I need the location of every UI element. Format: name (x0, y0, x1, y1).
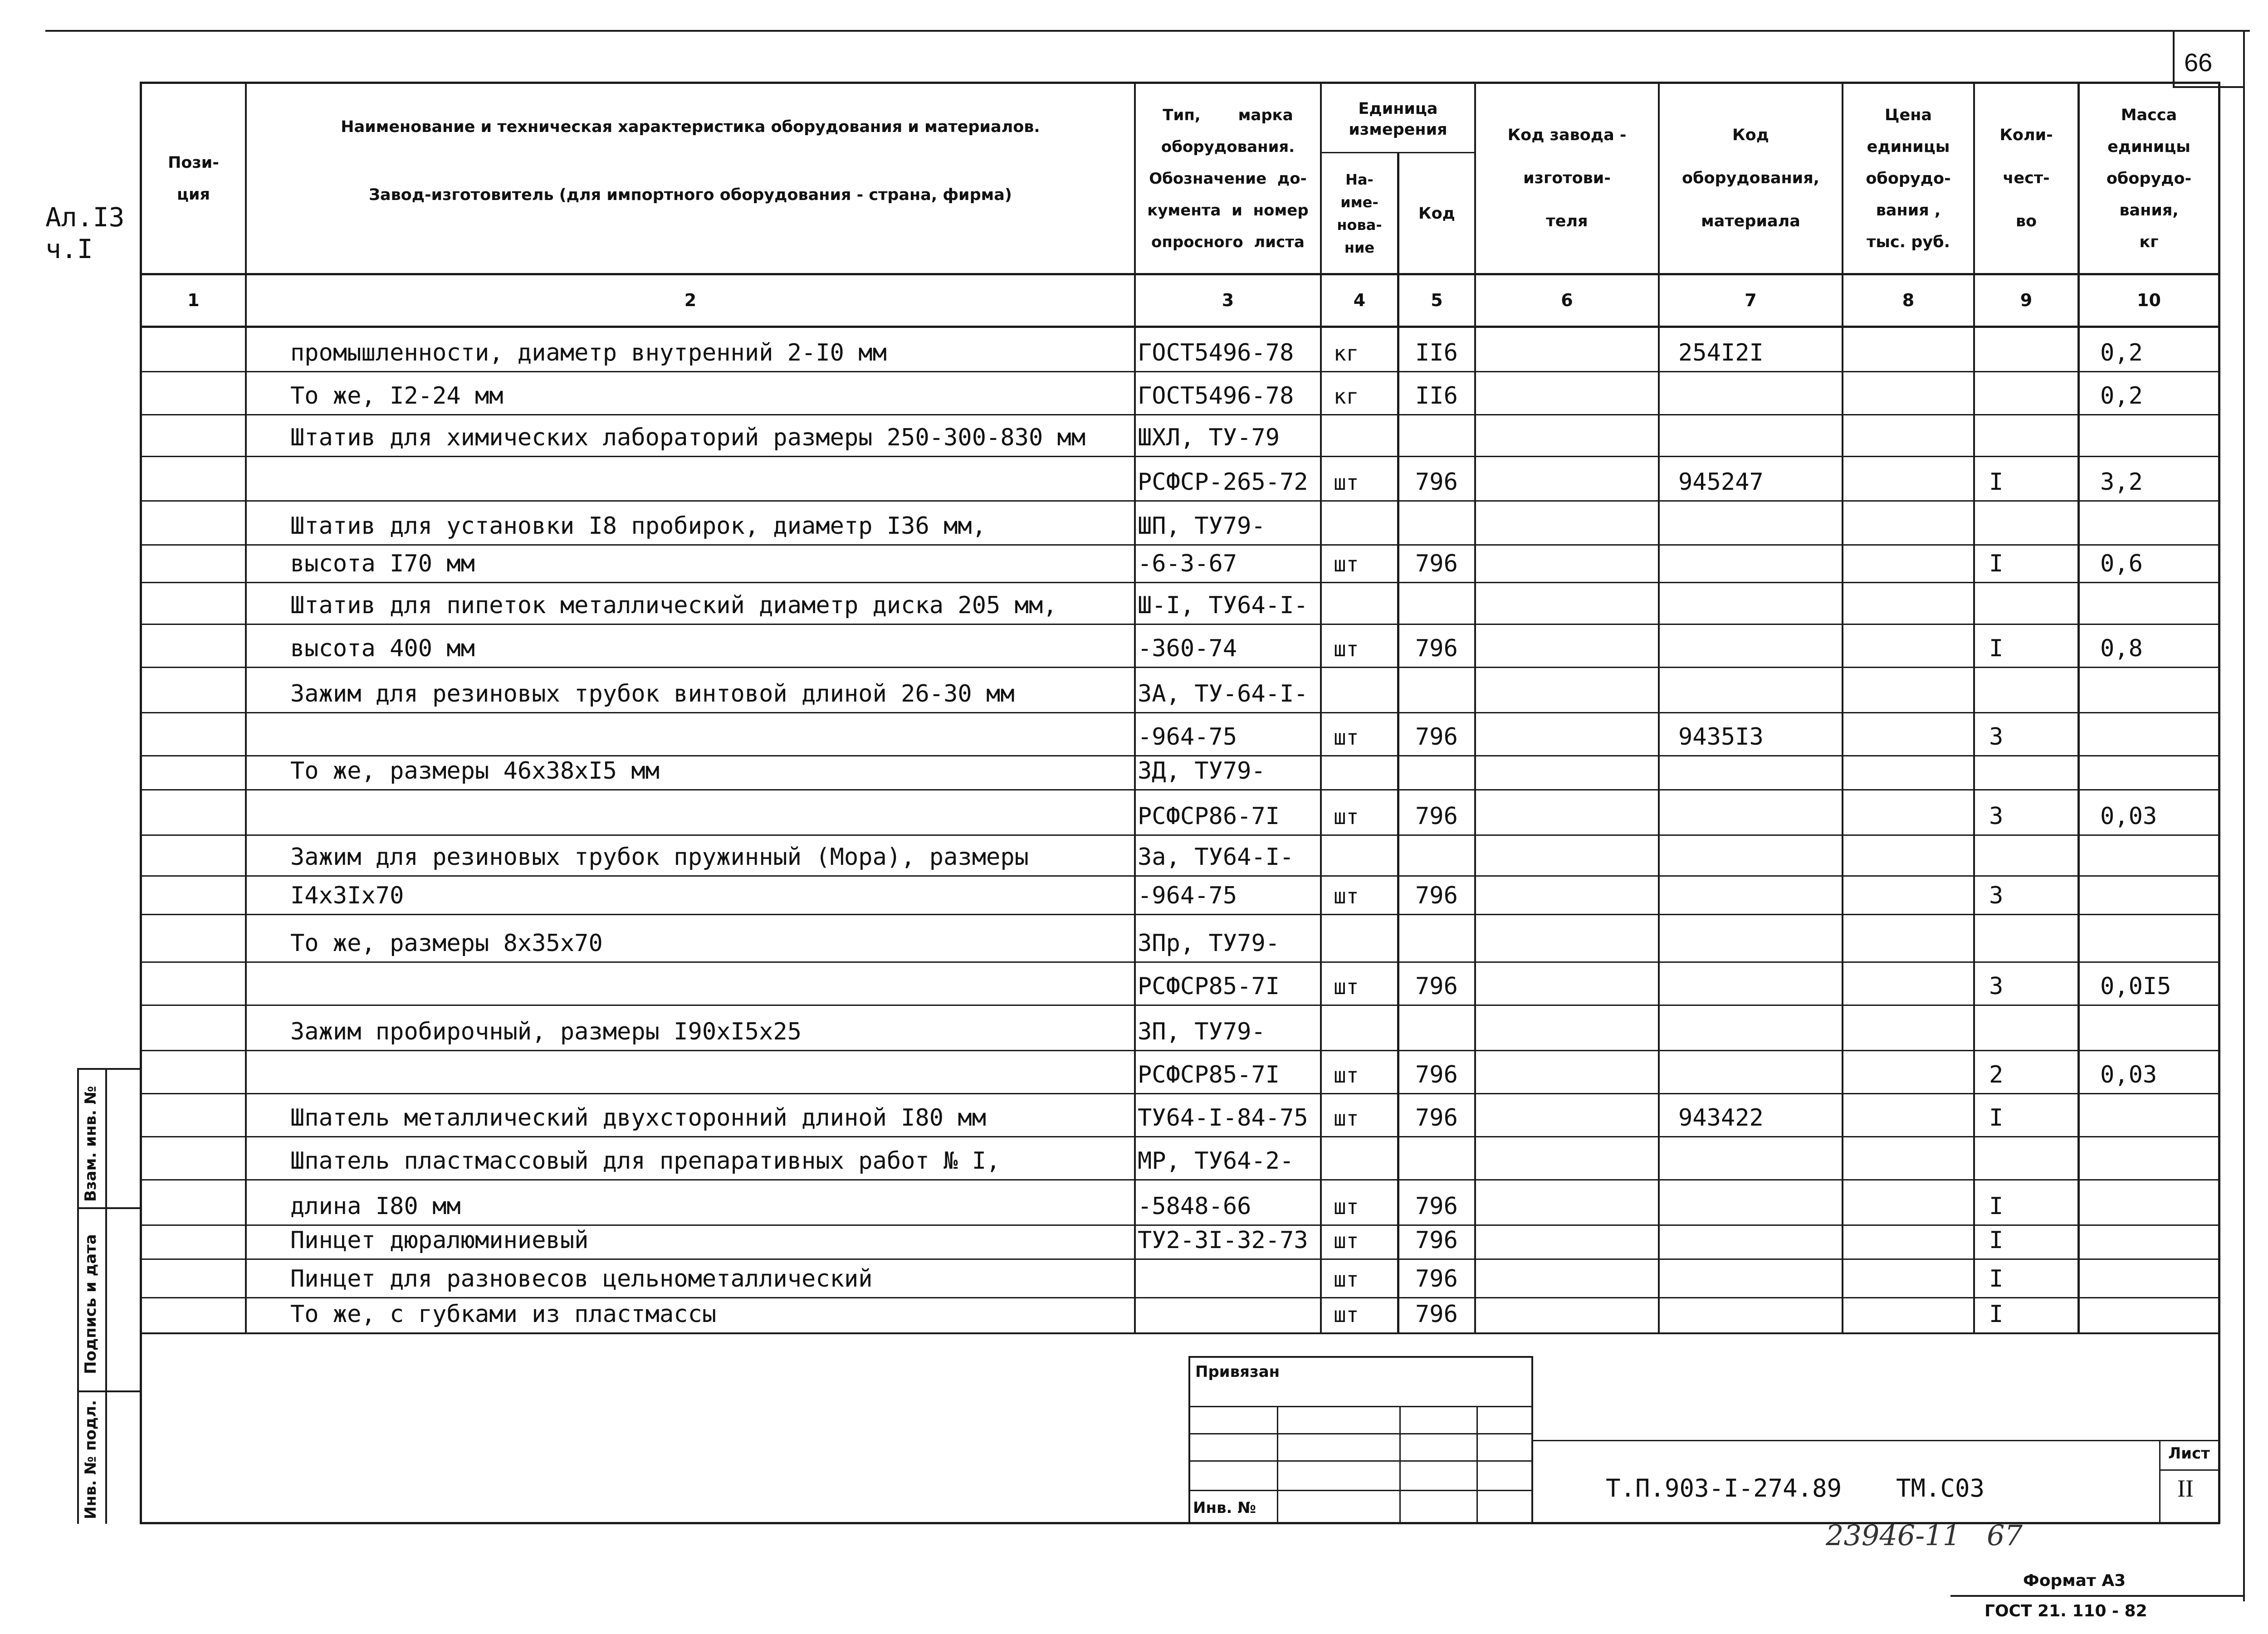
right-outer-border (2243, 30, 2245, 1601)
cell-name: Штатив для химических лабораторий размеры 250-300-830 мм (290, 424, 1086, 451)
cell-mass: 0,2 (2100, 382, 2143, 410)
cell-unit: шт (1334, 552, 1359, 576)
stamp-bound-left (1188, 1356, 1190, 1524)
row-separator (142, 371, 2218, 372)
row-separator (142, 914, 2218, 915)
stamp-grid-v1 (1277, 1406, 1278, 1524)
cell-qty: 3 (1989, 803, 2004, 830)
row-separator (142, 1179, 2218, 1180)
cell-qty: I (1989, 635, 2004, 662)
cell-type: ТУ2-3I-32-73 (1138, 1227, 1308, 1254)
column-number-10: 10 (2137, 290, 2161, 310)
row-separator (142, 1136, 2218, 1137)
cell-unit: кг (1334, 384, 1359, 409)
row-separator (142, 712, 2218, 713)
col-line-1 (245, 82, 247, 1333)
stamp-doc-code: Т.П.903-I-274.89 (1606, 1474, 1842, 1502)
header-mass: Масса единицы оборудо- вания, кг (2106, 106, 2192, 251)
cell-code: 796 (1415, 1193, 1458, 1220)
header-price: Цена единицы оборудо- вания , тыс. руб. (1866, 106, 1951, 251)
cell-code: 796 (1415, 1227, 1458, 1254)
cell-qty: I (1989, 1301, 2004, 1328)
cell-name: То же, размеры 46х38хI5 мм (290, 757, 660, 785)
cell-type: -964-75 (1138, 882, 1237, 909)
row-separator (142, 414, 2218, 415)
stamp-inv-label: Инв. № (1193, 1499, 1256, 1517)
cell-type: ЗП, ТУ79- (1138, 1018, 1266, 1045)
column-number-9: 9 (2020, 290, 2033, 310)
side-label-line1: Ал.I3 (45, 202, 125, 233)
row-separator (142, 1258, 2218, 1260)
cell-name: промышленности, диаметр внутренний 2-I0 мм (290, 339, 887, 366)
cell-mass: 0,0I5 (2100, 973, 2171, 1000)
cell-name: Зажим для резиновых трубок винтовой длиной 26-30 мм (290, 680, 1015, 707)
stamp-grid-h4 (1188, 1490, 1533, 1491)
side-stamp-sep1 (77, 1207, 141, 1209)
cell-type: За, ТУ64-I- (1138, 844, 1294, 871)
cell-type: -6-3-67 (1138, 550, 1237, 577)
cell-unit: шт (1334, 1302, 1359, 1327)
cell-qty: 3 (1989, 973, 2004, 1000)
colnum-bottom-line (140, 326, 2220, 328)
column-number-6: 6 (1561, 290, 1573, 310)
handwritten-page-number: 67 (1987, 1519, 2023, 1552)
header-bottom-line (140, 273, 2220, 275)
header-unit-group: Единица измерения (1349, 99, 1447, 139)
header-type: Тип, марка оборудования. Обозначение до- кумента и номер опросного листа (1147, 106, 1309, 251)
cell-type: -5848-66 (1138, 1193, 1251, 1220)
cell-type: ГОСТ5496-78 (1138, 339, 1294, 366)
gost-label: ГОСТ 21. 110 - 82 (1984, 1602, 2147, 1620)
cell-type: Ш-I, ТУ64-I- (1138, 592, 1308, 619)
cell-qty: 3 (1989, 723, 2004, 751)
cell-unit: шт (1334, 975, 1359, 999)
cell-code: 796 (1415, 973, 1458, 1000)
cell-code: II6 (1415, 339, 1458, 366)
cell-type: ЗПр, ТУ79- (1138, 930, 1280, 957)
cell-name: Зажим для резиновых трубок пружинный (Мора), размеры (290, 844, 1029, 871)
cell-type: РСФСР85-7I (1138, 1061, 1280, 1088)
cell-qty: 3 (1989, 882, 2004, 909)
cell-qty: I (1989, 550, 2004, 577)
cell-mass: 0,6 (2100, 550, 2143, 577)
side-label-line2: ч.I (45, 234, 93, 264)
table-right-border (2218, 82, 2220, 1524)
cell-name: То же, с губками из пластмассы (290, 1301, 717, 1328)
row-separator (142, 834, 2218, 836)
cell-name: Зажим пробирочный, размеры I90хI5х25 (290, 1018, 802, 1045)
row-separator (142, 961, 2218, 963)
cell-name: высота 400 мм (290, 635, 475, 662)
cell-type: -964-75 (1138, 723, 1237, 751)
cell-type: ЗА, ТУ-64-I- (1138, 680, 1308, 707)
column-number-8: 8 (1902, 290, 1915, 310)
cell-code: 796 (1415, 635, 1458, 662)
cell-type: ШХЛ, ТУ-79 (1138, 424, 1280, 451)
stamp-code-top (1533, 1440, 2220, 1441)
cell-type: ТУ64-I-84-75 (1138, 1104, 1308, 1132)
cell-mass: 0,8 (2100, 635, 2143, 662)
cell-mass: 0,03 (2100, 803, 2157, 830)
cell-type: РСФСР-265-72 (1138, 468, 1308, 496)
cell-code: 796 (1415, 1265, 1458, 1293)
row-separator (142, 1093, 2218, 1094)
cell-mass: 0,03 (2100, 1061, 2157, 1088)
header-plant-code: Код завода - изготови- теля (1507, 126, 1627, 230)
cell-type: МР, ТУ64-2- (1138, 1147, 1294, 1175)
cell-code: II6 (1415, 382, 1458, 410)
cell-unit: шт (1334, 1106, 1359, 1131)
side-stamp-top (77, 1068, 141, 1070)
header-unit-code: Код (1418, 205, 1455, 223)
cell-code: 796 (1415, 1061, 1458, 1088)
row-separator (142, 1297, 2218, 1298)
row-separator (142, 582, 2218, 583)
cell-name: Пинцет для разновесов цельнометаллический (290, 1265, 873, 1293)
cell-qty: I (1989, 1193, 2004, 1220)
row-separator (142, 544, 2218, 546)
cell-name: Штатив для пипеток металлический диаметр диска 205 мм, (290, 592, 1057, 619)
cell-qty: 2 (1989, 1061, 2004, 1088)
stamp-sheet-label: Лист (2168, 1444, 2210, 1463)
cell-name: высота I70 мм (290, 550, 475, 577)
stamp-grid-h1 (1188, 1406, 1533, 1407)
cell-unit: шт (1334, 1229, 1359, 1253)
cell-mass: 3,2 (2100, 468, 2143, 496)
row-separator (142, 500, 2218, 502)
side-stamp-sep2 (77, 1390, 141, 1392)
sheet-corner-number: 66 (2184, 48, 2213, 77)
cell-name: Шпатель металлический двухсторонний длиной I80 мм (290, 1104, 987, 1132)
cell-name: Штатив для установки I8 пробирок, диаметр I36 мм, (290, 512, 987, 540)
side-stamp-left (77, 1068, 79, 1524)
column-number-3: 3 (1222, 290, 1234, 310)
cell-unit: шт (1334, 637, 1359, 661)
cell-code: 796 (1415, 882, 1458, 909)
cell-code: 796 (1415, 1104, 1458, 1132)
cell-name: То же, I2-24 мм (290, 382, 503, 410)
cell-name: I4х3Iх70 (290, 882, 404, 909)
row-separator (142, 1332, 2218, 1334)
row-separator (142, 1050, 2218, 1051)
cell-type: -360-74 (1138, 635, 1237, 662)
cell-type: ШП, ТУ79- (1138, 512, 1266, 540)
cell-qty: I (1989, 1104, 2004, 1132)
cell-qty: I (1989, 468, 2004, 496)
stamp-sheet-left (2159, 1440, 2160, 1524)
cell-material: 9435I3 (1678, 723, 1764, 751)
row-separator (142, 755, 2218, 756)
column-number-5: 5 (1431, 290, 1443, 310)
cell-code: 796 (1415, 723, 1458, 751)
cell-mass: 0,2 (2100, 339, 2143, 366)
cell-name: Пинцет дюралюминиевый (290, 1227, 589, 1254)
stamp-grid-h2 (1188, 1433, 1533, 1434)
header-material-code: Код оборудования, материала (1682, 126, 1819, 230)
row-separator (142, 456, 2218, 457)
column-number-1: 1 (187, 290, 200, 310)
corner-box-left (2173, 32, 2175, 86)
cell-type: РСФСР85-7I (1138, 973, 1280, 1000)
row-separator (142, 875, 2218, 877)
row-separator (142, 1005, 2218, 1006)
cell-name: То же, размеры 8х35х70 (290, 930, 603, 957)
column-number-4: 4 (1353, 290, 1366, 310)
cell-material: 254I2I (1678, 339, 1764, 366)
cell-name: Шпатель пластмассовый для препаративных работ № I, (290, 1147, 1001, 1175)
row-separator (142, 624, 2218, 625)
cell-qty: I (1989, 1265, 2004, 1293)
cell-type: ГОСТ5496-78 (1138, 382, 1294, 410)
side-stamp-inner (105, 1068, 107, 1524)
cell-unit: шт (1334, 805, 1359, 829)
column-number-2: 2 (684, 290, 697, 310)
row-separator (142, 1224, 2218, 1226)
cell-unit: кг (1334, 341, 1359, 366)
stamp-grid-v2 (1399, 1406, 1401, 1524)
cell-material: 943422 (1678, 1104, 1764, 1132)
cell-qty: I (1989, 1227, 2004, 1254)
row-separator (142, 789, 2218, 790)
stamp-bound-top (1188, 1356, 1533, 1358)
row-separator (142, 667, 2218, 668)
header-unit-name: На- име- нова- ние (1337, 171, 1382, 256)
cell-unit: шт (1334, 725, 1359, 750)
stamp-grid-h3 (1188, 1460, 1533, 1462)
header-name-line1: Наименование и техническая характеристика оборудования и материалов. (341, 118, 1040, 136)
stamp-bound-label: Привязан (1195, 1363, 1280, 1381)
cell-material: 945247 (1678, 468, 1764, 496)
col-line-4 (1397, 152, 1399, 1333)
cell-code: 796 (1415, 803, 1458, 830)
cell-unit: шт (1334, 470, 1359, 495)
header-position: Пози- ция (168, 153, 219, 204)
cell-unit: шт (1334, 884, 1359, 908)
top-rule (45, 30, 2250, 32)
cell-type: ЗД, ТУ79- (1138, 757, 1266, 785)
format-label: Формат А3 (2023, 1571, 2126, 1590)
stamp-sheet-sep (2159, 1469, 2220, 1471)
cell-type: РСФСР86-7I (1138, 803, 1280, 830)
cell-code: 796 (1415, 468, 1458, 496)
cell-unit: шт (1334, 1195, 1359, 1219)
cell-unit: шт (1334, 1063, 1359, 1088)
column-number-7: 7 (1745, 290, 1757, 310)
cell-unit: шт (1334, 1267, 1359, 1292)
format-underline (1950, 1595, 2245, 1597)
header-quantity: Коли- чест- во (1999, 126, 2053, 230)
handwritten-inv-number: 23946-11 (1826, 1519, 1961, 1552)
cell-code: 796 (1415, 1301, 1458, 1328)
side-stamp-podpis-data: Подпись и дата (82, 1234, 100, 1374)
header-name-line2: Завод-изготовитель (для импортного оборудования - страна, фирма) (369, 186, 1012, 204)
stamp-sheet-number: II (2177, 1475, 2194, 1502)
stamp-grid-v3 (1476, 1406, 1478, 1524)
stamp-doc-suffix: ТМ.С03 (1896, 1474, 1985, 1502)
side-stamp-inv-podl: Инв. № подл. (82, 1400, 100, 1519)
cell-name: длина I80 мм (290, 1193, 461, 1220)
side-stamp-vzam-inv: Взам. инв. № (82, 1086, 100, 1202)
cell-code: 796 (1415, 550, 1458, 577)
